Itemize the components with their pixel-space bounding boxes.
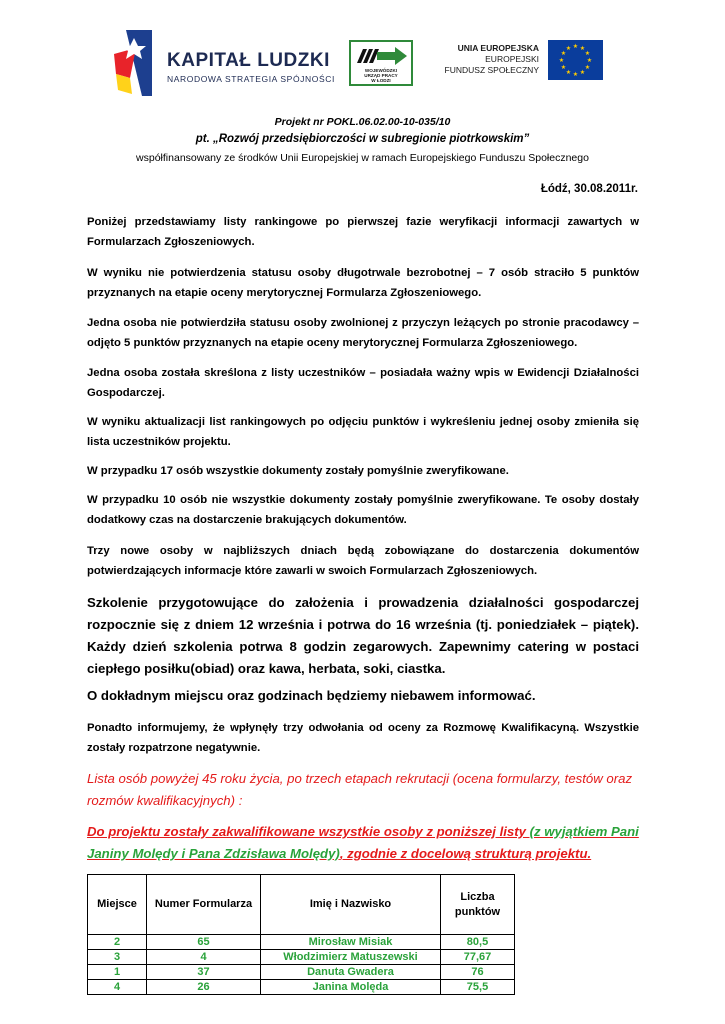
cell-nazwisko: Danuta Gwadera (261, 965, 441, 980)
svg-text:★: ★ (579, 45, 586, 52)
wup-line-2: URZĄD PRACY (364, 73, 398, 78)
svg-text:★: ★ (584, 64, 591, 71)
paragraph-4: Jedna osoba została skreślona z listy uczestników – posiadała ważny wpis w Ewidencji Działalności Gospodarczej. (87, 367, 639, 399)
eu-line-3: FUNDUSZ SPOŁECZNY (444, 65, 539, 75)
training-paragraph: Szkolenie przygotowujące do założenia i prowadzenia działalności gospodarczej rozpocznie się z dniem 12 września i potrwa do 16 września (tj. poniedziałek – piątek). Każdy dzień szkolenia potrwa 8 godzin zegarowych. Zapewnimy catering w postaci ciepłego posiłku(obiad) oraz kawa, herbata, soki, ciastka. (87, 595, 639, 676)
cell-punkty: 76 (441, 965, 515, 980)
svg-text:★: ★ (586, 57, 593, 64)
cell-punkty: 80,5 (441, 935, 515, 950)
kapital-ludzki-emblem-icon (112, 28, 162, 98)
svg-text:★: ★ (565, 45, 572, 52)
header-imie-nazwisko: Imię i Nazwisko (261, 875, 441, 935)
wup-arrow-icon (355, 45, 409, 67)
project-title: pt. „Rozwój przedsiębiorczości w subregionie piotrkowskim” (195, 133, 530, 145)
paragraph-2: W wyniku nie potwierdzenia statusu osoby długotrwale bezrobotnej – 7 osób straciło 5 punktów przyznanych na etapie oceny merytorycznej Formularza Zgłoszeniowego. (87, 267, 639, 299)
cell-numer: 37 (147, 965, 261, 980)
project-funding: współfinansowany ze środków Unii Europejskiej w ramach Europejskiego Funduszu Społecznego (136, 152, 589, 164)
eu-line-1: UNIA EUROPEJSKA (457, 43, 539, 53)
project-number: Projekt nr POKL.06.02.00-10-035/10 (274, 116, 451, 128)
eu-text (445, 43, 539, 76)
paragraph-1: Poniżej przedstawiamy listy rankingowe po pierwszej fazie weryfikacji informacji zawartych w Formularzach Zgłoszeniowych. (87, 216, 639, 248)
ranking-table (87, 874, 515, 995)
kapital-ludzki-logo (112, 28, 335, 98)
cell-nazwisko: Janina Molęda (261, 980, 441, 995)
cell-punkty: 75,5 (441, 980, 515, 995)
list-heading: Lista osób powyżej 45 roku życia, po trzech etapach rekrutacji (ocena formularzy, testów oraz rozmów kwalifikacyjnych) : (87, 771, 633, 808)
wup-line-3: W ŁODZI (371, 78, 391, 83)
wup-text (351, 68, 411, 83)
table-row (88, 980, 515, 995)
cell-nazwisko: Włodzimierz Matuszewski (261, 950, 441, 965)
cell-punkty: 77,67 (441, 950, 515, 965)
cell-nazwisko: Mirosław Misiak (261, 935, 441, 950)
qualified-exception: (z wyjątkiem Pani Janiny Molędy i Pana Zdzisława Molędy) (87, 824, 639, 861)
paragraph-5: W wyniku aktualizacji list rankingowych po odjęciu punktów i wykreśleniu jednej osoby zmieniła się lista uczestników projektu. (87, 416, 639, 448)
paragraph-7: W przypadku 10 osób nie wszystkie dokumenty zostały pomyślnie zweryfikowane. Te osoby dostały dodatkowy czas na dostarczenie brakujących dokumentów. (87, 494, 639, 526)
svg-text:★: ★ (560, 64, 567, 71)
wup-line-1: WOJEWÓDZKI (364, 68, 398, 73)
eu-logo (444, 40, 603, 86)
eu-line-2: EUROPEJSKI (485, 54, 539, 64)
wup-lodz-logo (349, 40, 413, 86)
svg-text:★: ★ (572, 43, 579, 50)
svg-text:★: ★ (565, 69, 572, 76)
qualified-part-1: Do projektu zostały zakwalifikowane wszystkie osoby z poniższej listy (87, 824, 526, 839)
kapital-ludzki-subtitle: NARODOWA STRATEGIA SPÓJNOŚCI (167, 74, 335, 84)
paragraph-3: Jedna osoba nie potwierdziła statusu osoby zwolnionej z przyczyn leżących po stronie pracodawcy – odjęto 5 punktów przyznanych na etapie oceny merytorycznej Formularza Zgłoszeniowego. (87, 317, 639, 349)
cell-miejsce: 4 (88, 980, 147, 995)
header-miejsce: Miejsce (88, 875, 147, 935)
cell-numer: 4 (147, 950, 261, 965)
svg-text:★: ★ (560, 50, 567, 57)
svg-text:★: ★ (579, 69, 586, 76)
cell-miejsce: 2 (88, 935, 147, 950)
cell-numer: 26 (147, 980, 261, 995)
qualified-notice (87, 821, 639, 865)
document-date: Łódź, 30.08.2011r. (540, 183, 638, 195)
table-row (88, 935, 515, 950)
svg-text:★: ★ (572, 71, 579, 78)
table-header-row (88, 875, 515, 935)
table-row (88, 965, 515, 980)
qualified-part-3: , zgodnie z docelową strukturą projektu. (339, 846, 592, 861)
header-liczba-punktow: Liczba punktów (441, 875, 515, 935)
svg-text:★: ★ (584, 50, 591, 57)
table-row (88, 950, 515, 965)
paragraph-8: Trzy nowe osoby w najbliższych dniach będą zobowiązane do dostarczenia dokumentów potwierdzających informacje które zawarli w swoich Formularzach Zgłoszeniowych. (87, 545, 639, 577)
header-numer-formularza: Numer Formularza (147, 875, 261, 935)
appeals-paragraph: Ponadto informujemy, że wpłynęły trzy odwołania od oceny za Rozmowę Kwalifikacyną. Wszystkie zostały rozpatrzone negatywnie. (87, 722, 639, 754)
info-paragraph: O dokładnym miejscu oraz godzinach będziemy niebawem informować. (87, 688, 536, 703)
svg-text:★: ★ (558, 57, 565, 64)
eu-flag-icon (548, 40, 603, 80)
cell-numer: 65 (147, 935, 261, 950)
paragraph-6: W przypadku 17 osób wszystkie dokumenty zostały pomyślnie zweryfikowane. (87, 465, 509, 477)
kapital-ludzki-title: KAPITAŁ LUDZKI (167, 50, 330, 71)
cell-miejsce: 1 (88, 965, 147, 980)
cell-miejsce: 3 (88, 950, 147, 965)
